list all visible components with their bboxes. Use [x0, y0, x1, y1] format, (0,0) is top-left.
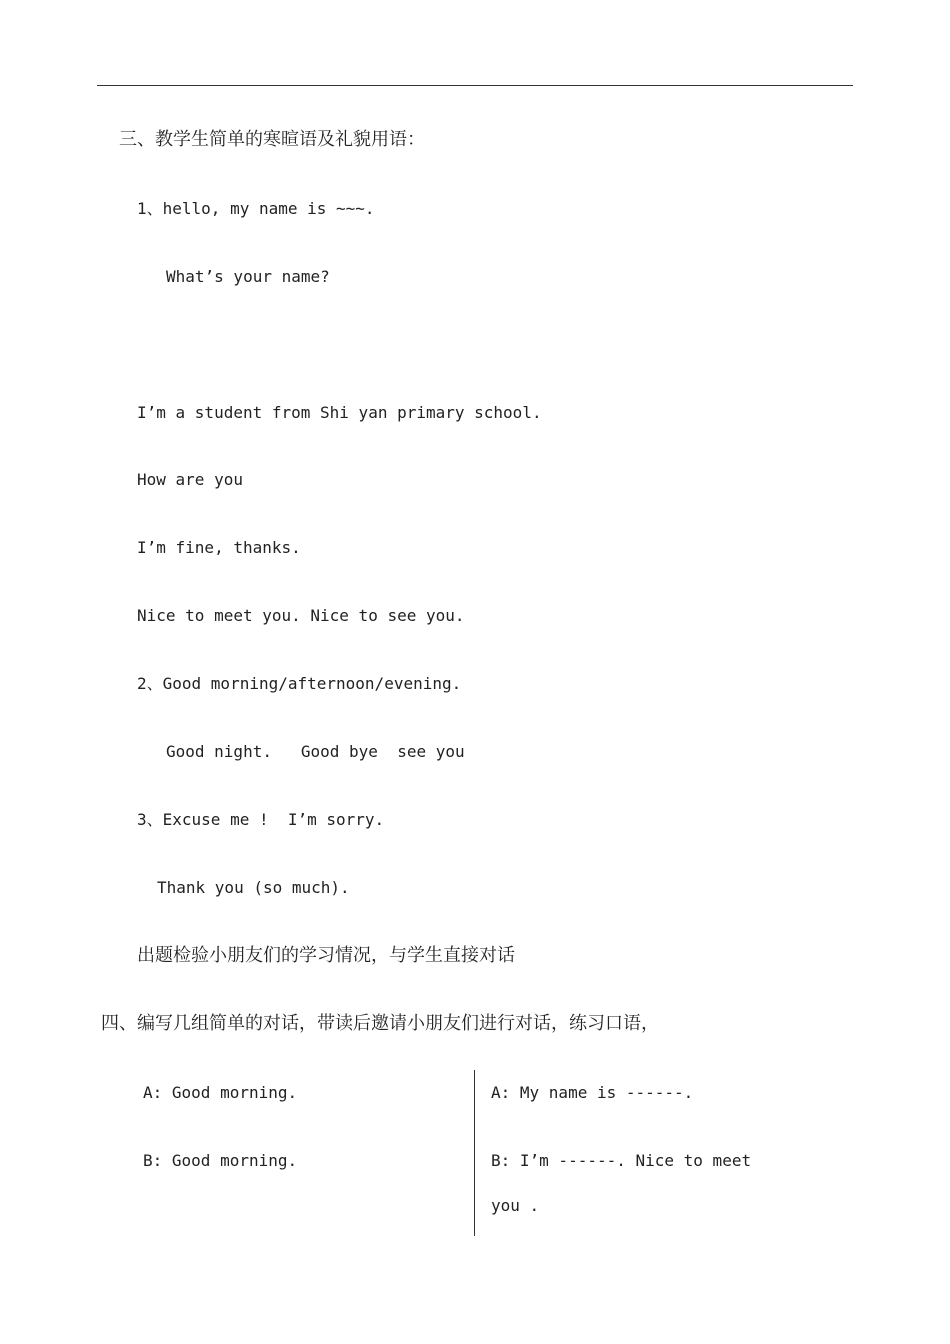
section-3-note: 出题检验小朋友们的学习情况，与学生直接对话: [137, 945, 515, 966]
item-2-good-night: Good night. Good bye see you: [166, 742, 465, 761]
item-1-nice-to-meet: Nice to meet you. Nice to see you.: [137, 606, 465, 625]
left-dialog-line-a: A: Good morning.: [143, 1083, 298, 1102]
header-rule: [97, 85, 853, 86]
dialog-column-divider: [474, 1070, 475, 1236]
right-dialog-line-a: A: My name is ------.: [491, 1083, 694, 1102]
section-4-heading: 四、编写几组简单的对话，带读后邀请小朋友们进行对话，练习口语，: [101, 1013, 659, 1034]
right-dialog-line-b: B: I’m ------. Nice to meet: [491, 1151, 752, 1170]
item-1-how-are-you: How are you: [137, 470, 243, 489]
item-2-greetings: 2、Good morning/afternoon/evening.: [137, 674, 462, 693]
item-3-thank-you: Thank you (so much).: [157, 878, 350, 897]
right-dialog-line-b-continued: you .: [491, 1196, 540, 1215]
section-3-heading: 三、教学生简单的寒暄语及礼貌用语：: [119, 129, 425, 150]
item-1-student: I’m a student from Shi yan primary school.: [137, 403, 542, 422]
item-1-hello: 1、hello, my name is ~~~.: [137, 199, 375, 218]
item-1-whats-your-name: What’s your name?: [166, 267, 330, 286]
left-dialog-line-b: B: Good morning.: [143, 1151, 298, 1170]
item-1-fine-thanks: I’m fine, thanks.: [137, 538, 301, 557]
item-3-excuse-me: 3、Excuse me ! I’m sorry.: [137, 810, 385, 829]
